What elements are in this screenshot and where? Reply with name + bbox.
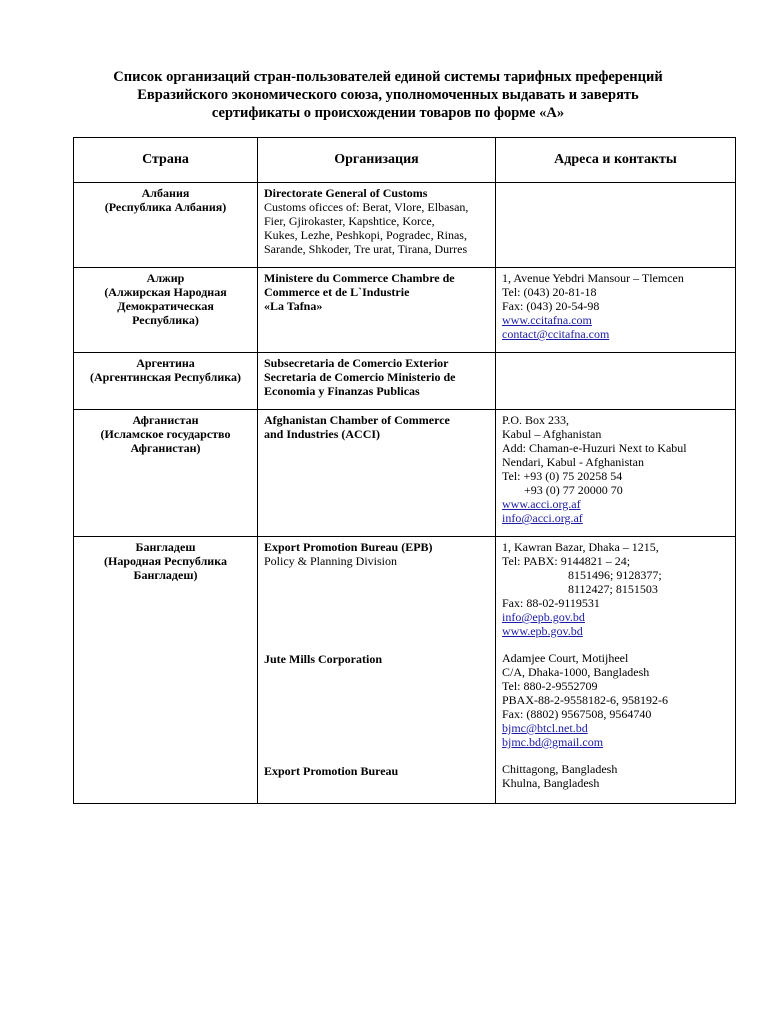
phone-line: +93 (0) 77 20000 70 [524, 483, 623, 497]
website-link[interactable]: www.ccitafna.com [502, 313, 592, 327]
organization-detail: Sarande, Shkoder, Tre urat, Tirana, Durres [264, 242, 468, 256]
phone-line: 8151496; 9128377; [568, 568, 662, 582]
organization-cell [258, 537, 496, 804]
organization-detail: Policy & Planning Division [264, 554, 398, 568]
table-header-row [74, 138, 736, 183]
organization-cell [258, 268, 496, 353]
organizations-table [73, 137, 736, 804]
address-line: 1, Avenue Yebdri Mansour – Tlemcen [502, 271, 684, 285]
address-line: Kabul – Afghanistan [502, 427, 602, 441]
organization-detail: Kukes, Lezhe, Peshkopi, Pogradec, Rinas, [264, 228, 467, 242]
country-name: Аргентина [136, 356, 195, 370]
organization-name: and Industries (ACCI) [264, 427, 381, 441]
country-name: Бангладеш [135, 540, 196, 554]
title-line-2: Евразийского экономического союза, уполномоченных выдавать и заверять [137, 87, 639, 103]
email-link[interactable]: info@epb.gov.bd [502, 610, 585, 624]
country-cell [74, 268, 258, 353]
country-official-name: Бангладеш) [133, 568, 198, 582]
country-name: Албания [141, 186, 190, 200]
address-line: P.O. Box 233, [502, 413, 570, 427]
fax-line: Fax: (043) 20-54-98 [502, 299, 600, 313]
contacts-cell [496, 537, 736, 804]
contacts-cell [496, 410, 736, 537]
address-line: Add: Chaman-e-Huzuri Next to Kabul [502, 441, 687, 455]
email-link[interactable]: info@acci.org.af [502, 511, 583, 525]
table-row-bangladesh [74, 537, 736, 804]
address-line: C/A, Dhaka-1000, Bangladesh [502, 665, 650, 679]
address-line: Nendari, Kabul - Afghanistan [502, 455, 644, 469]
country-official-name: Афганистан) [130, 441, 201, 455]
country-cell [74, 537, 258, 804]
header-organization: Организация [258, 138, 496, 183]
contacts-cell [496, 268, 736, 353]
table-row-albania [74, 183, 736, 268]
organization-detail: Customs oficces of: Berat, Vlore, Elbasan, [264, 200, 469, 214]
phone-line: Tel: +93 (0) 75 20258 54 [502, 469, 623, 483]
email-link[interactable]: bjmc.bd@gmail.com [502, 735, 604, 749]
phone-line: Tel: PABX: 9144821 – 24; [502, 554, 631, 568]
organization-name: Ministere du Commerce Chambre de [264, 271, 455, 285]
contacts-cell [496, 183, 736, 268]
organization-name: Subsecretaria de Comercio Exterior [264, 356, 449, 370]
country-official-name: (Исламское государство [100, 427, 231, 441]
organization-name: Directorate General of Customs [264, 186, 428, 200]
organization-detail: Fier, Gjirokaster, Kapshtice, Korce, [264, 214, 435, 228]
organization-cell [258, 183, 496, 268]
website-link[interactable]: www.acci.org.af [502, 497, 581, 511]
country-official-name: (Республика Албания) [104, 200, 227, 214]
country-official-name: Республика) [132, 313, 199, 327]
country-cell [74, 353, 258, 410]
address-line: 1, Kawran Bazar, Dhaka – 1215, [502, 540, 659, 554]
title-line-1: Список организаций стран-пользователей единой системы тарифных преференций [113, 69, 663, 85]
header-contacts: Адреса и контакты [496, 138, 736, 183]
table-row-algeria [74, 268, 736, 353]
organization-name: Economia y Finanzas Publicas [264, 384, 420, 398]
website-link[interactable]: www.epb.gov.bd [502, 624, 583, 638]
document-title [70, 68, 706, 122]
fax-line: Fax: 88-02-9119531 [502, 596, 600, 610]
organization-name: Secretaria de Comercio Ministerio de [264, 370, 456, 384]
organization-name: «La Tafna» [264, 299, 323, 313]
title-line-3: сертификаты о происхождении товаров по форме «А» [211, 105, 565, 121]
contacts-cell [496, 353, 736, 410]
country-name: Афганистан [132, 413, 199, 427]
organization-name: Commerce et de L`Industrie [264, 285, 410, 299]
country-cell [74, 410, 258, 537]
address-line: Khulna, Bangladesh [502, 776, 600, 790]
country-official-name: (Алжирская Народная [104, 285, 227, 299]
country-official-name: (Аргентинская Республика) [90, 370, 241, 384]
email-link[interactable]: bjmc@btcl.net.bd [502, 721, 588, 735]
phone-line: Tel: 880-2-9552709 [502, 679, 598, 693]
phone-line: PBAX-88-2-9558182-6, 958192-6 [502, 693, 668, 707]
country-cell [74, 183, 258, 268]
organization-name: Jute Mills Corporation [264, 652, 382, 666]
organization-cell [258, 353, 496, 410]
phone-line: Tel: (043) 20-81-18 [502, 285, 597, 299]
header-country: Страна [74, 138, 258, 183]
country-name: Алжир [146, 271, 185, 285]
table-row-afghanistan [74, 410, 736, 537]
address-line: Chittagong, Bangladesh [502, 762, 618, 776]
fax-line: Fax: (8802) 9567508, 9564740 [502, 707, 652, 721]
country-official-name: (Народная Республика [104, 554, 227, 568]
table-row-argentina [74, 353, 736, 410]
address-line: Adamjee Court, Motijheel [502, 651, 629, 665]
organization-name: Export Promotion Bureau [264, 764, 399, 778]
organization-name: Export Promotion Bureau (EPB) [264, 540, 433, 554]
phone-line: 8112427; 8151503 [568, 582, 658, 596]
country-official-name: Демократическая [117, 299, 214, 313]
organization-cell [258, 410, 496, 537]
email-link[interactable]: contact@ccitafna.com [502, 327, 610, 341]
organization-name: Afghanistan Chamber of Commerce [264, 413, 450, 427]
